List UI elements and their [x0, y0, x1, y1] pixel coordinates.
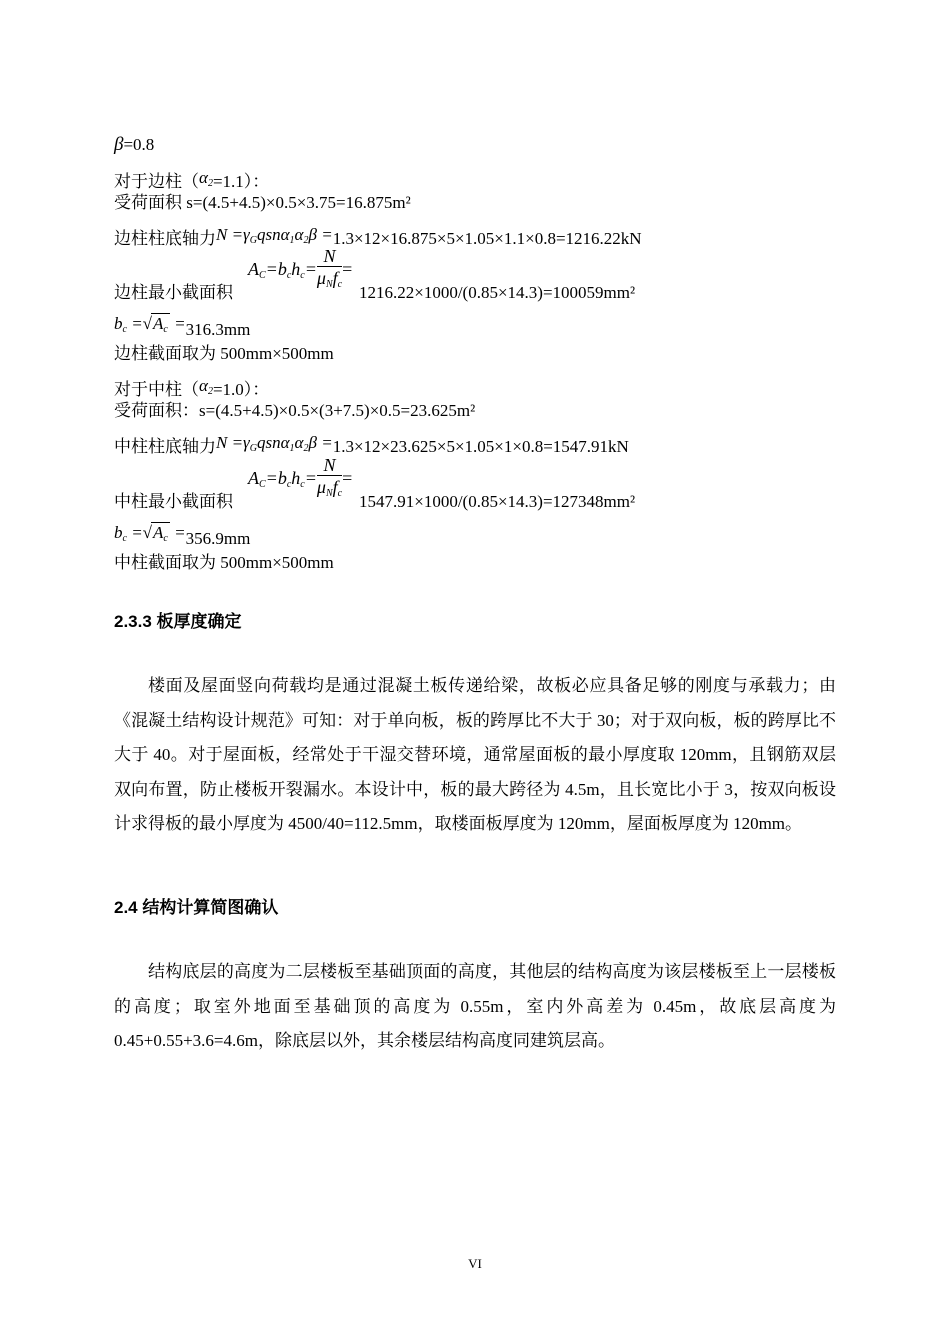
edge-column-intro: 对于边柱$(\alpha_2=1.1)$：: [114, 168, 270, 191]
axial-formula: $N =\gamma_Gqsn\alpha_1\alpha_2\beta$ =: [216, 433, 333, 454]
section-body-2-4: 结构底层的高度为二层楼板至基础顶面的高度，其他层的结构高度为该层楼板至上一层楼板的高度；取室外地面至基础顶的高度为 0.55m，室内外高差为 0.45m，故底层高度为 0.45+0.55+3.6=4.6m，除底层以外，其余楼层结构高度同建筑层高。: [114, 962, 836, 1050]
axial-formula: $N =\gamma_Gqsn\alpha_1\alpha_2\beta$ =: [216, 225, 333, 246]
edge-load-area: 受荷面积 s=(4.5+4.5)×0.5×3.75=16.875m²: [114, 193, 411, 212]
beta-symbol: β: [114, 134, 124, 155]
section-body-2-3-3: 楼面及屋面竖向荷载均是通过混凝土板传递给梁，故板必应具备足够的刚度与承载力；由《混凝土结构设计规范》可知：对于单向板，板的跨厚比不大于 30；对于双向板，板的跨厚比不大于 40。对于屋面板，经常处于干湿交替环境，通常屋面板的最小厚度取 120mm，且钢筋双层双向布置，防止楼板开裂漏水。本设计中，板的最大跨径为 4.5m，且长宽比小于 3，按双向板设计求得板的最小厚度为 4500/40=112.5mm，取楼面板厚度为 120mm，屋面板厚度为 120mm。: [114, 676, 836, 833]
section-heading-2-3-3: 2.3.3 板厚度确定: [114, 612, 242, 631]
alpha2-symbol: $\alpha_2$: [199, 168, 213, 189]
mid-axial-force: 中柱柱底轴力$N =\gamma_Gqsn\alpha_1\alpha_2\beta =1.3\times 12\times 23.625\times 5\times 1.05\times 1\times 0.8=1547.91kN$: [114, 433, 629, 456]
edge-min-area: 边柱最小截面积 1216.22×1000/(0.85×14.3)=100059mm²: [114, 283, 636, 302]
mid-bc-line: $b_c =√A_c =356.9mm$: [114, 523, 251, 548]
page-number: VI: [468, 1256, 482, 1271]
alpha2-symbol: $\alpha_2$: [199, 376, 213, 397]
edge-area-formula: $A_C=b_ch_c=$ $\frac{N}{\mu_Nf_c}$ =: [248, 246, 353, 290]
edge-bc-line: $b_c =√A_c =316.3mm$: [114, 314, 251, 339]
beta-line: β=0.8: [114, 134, 155, 155]
edge-section: 边柱截面取为 500mm×500mm: [114, 344, 334, 363]
section-heading-2-4: 2.4 结构计算简图确认: [114, 898, 279, 917]
mid-section: 中柱截面取为 500mm×500mm: [114, 553, 334, 572]
mid-min-area: 中柱最小截面积 1547.91×1000/(0.85×14.3)=127348mm²: [114, 492, 636, 511]
mid-area-formula: $A_C=b_ch_c=$ $\frac{N}{\mu_Nf_c}$ =: [248, 455, 353, 499]
mid-column-intro: 对于中柱$(\alpha_2=1.0)$：: [114, 376, 270, 399]
edge-axial-force: 边柱柱底轴力$N =\gamma_Gqsn\alpha_1\alpha_2\beta =1.3\times 12\times 16.875\times 5\times 1.05\times 1.1\times 0.8=1216.22kN$: [114, 225, 642, 248]
mid-load-area: 受荷面积：s=(4.5+4.5)×0.5×(3+7.5)×0.5=23.625m²: [114, 401, 476, 420]
